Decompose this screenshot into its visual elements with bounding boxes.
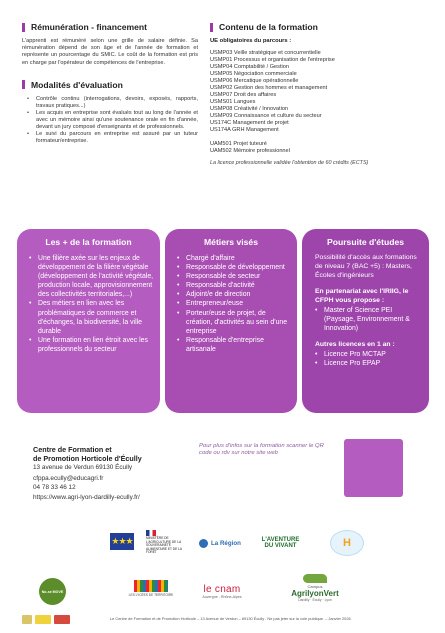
- poursuite-licences-list: [302, 350, 429, 368]
- ue-item: USMP08 Créativité / Innovation: [210, 106, 289, 112]
- list-item: • Responsable de développement: [171, 263, 297, 272]
- nosemove-label: No-se MOVE: [41, 589, 64, 594]
- card-poursuite-title: Poursuite d'études: [326, 237, 404, 247]
- ue-item: USMP02 Gestion des hommes et management: [210, 85, 328, 91]
- list-item: • Licence Pro MCTAP: [302, 350, 429, 359]
- poursuite-partner: En partenariat avec l'IRIIG, le CFPH vous propose :: [315, 288, 409, 305]
- ue-item: USMP06 Mercatique opérationnelle: [210, 78, 299, 84]
- phone-number[interactable]: 04 78 33 46 12: [33, 484, 76, 492]
- cnam-title: le cnam: [203, 584, 241, 595]
- list-item: • Les acquis en entreprise sont évalués tout au long de l'année et avec un mémoire ainsi qu'une soutenance orale en fin d'année, devant un jury composé d'enseignants et de professionnels.: [22, 110, 198, 131]
- eu-flag-logo: [110, 533, 134, 550]
- remuneration-heading: [22, 22, 198, 32]
- left-column: [22, 22, 198, 145]
- heading-accent-bar: [22, 23, 25, 32]
- poursuite-intro: Possibilité d'accès aux formations de niveau 7 (BAC +5) : Masters, Écoles d'ingénieurs: [315, 254, 417, 279]
- h-letter: H: [343, 537, 351, 549]
- poursuite-partner-list: [302, 306, 429, 333]
- centre-name-line2: de Promotion Horticole d'Écully: [33, 454, 142, 463]
- leaf-icon: [303, 574, 327, 583]
- ue-list: [210, 50, 426, 134]
- qr-code-placeholder[interactable]: [344, 439, 403, 497]
- card-metiers: [165, 229, 297, 413]
- h-badge-logo: [330, 530, 364, 556]
- agrilyonvert-label: AgrilyonVert: [291, 589, 339, 598]
- list-item: • Contrôle continu (interrogations, devoirs, exposés, rapports, travaux pratiques...): [22, 96, 198, 110]
- list-item: • Licence Pro EPAP: [302, 359, 429, 368]
- cnam-logo: [191, 578, 253, 605]
- info-cards: [17, 229, 429, 413]
- evaluation-heading: [22, 80, 198, 90]
- evaluation-title: Modalités d'évaluation: [31, 79, 123, 90]
- aventure-line2: DU VIVANT: [264, 543, 297, 549]
- right-column: [210, 22, 426, 166]
- address: 13 avenue de Verdun 69130 Écully: [33, 464, 133, 471]
- nosemove-logo: [39, 578, 66, 605]
- ue-item: USMP07 Droit des affaires: [210, 92, 277, 98]
- card-metiers-list: [171, 254, 297, 354]
- cnam-subtitle: Auvergne - Rhône-Alpes: [202, 595, 242, 599]
- card-poursuite: [302, 229, 429, 413]
- list-item: • Porteur/euse de projet, de création, d'activités au sein d'une entreprise: [171, 309, 297, 336]
- list-item: • Une formation en lien étroit avec les professionnels du secteur: [23, 336, 160, 354]
- centre-name-line1: Centre de Formation et: [33, 445, 112, 454]
- qr-note: Pour plus d'infos sur la formation scanner le QR code ou rdv sur notre site web: [199, 443, 324, 457]
- ministere-label: MINISTÈRE DE L'AGRICULTURE DE LA SOUVERAINETÉ ALIMENTAIRE ET DE LA FORÊT: [146, 536, 182, 555]
- ua-list: [210, 141, 426, 155]
- la-region-logo: [199, 537, 247, 549]
- list-item: • Entrepreneur/euse: [171, 299, 297, 308]
- card-metiers-title: Métiers visés: [204, 237, 258, 247]
- ue-item: USMP04 Comptabilité / Gestion: [210, 64, 289, 70]
- list-item: • Responsable d'entreprise artisanale: [171, 336, 297, 354]
- republique-francaise-logo: [146, 529, 190, 556]
- contenu-title: Contenu de la formation: [219, 22, 318, 32]
- ue-item: USMS01 Langues: [210, 99, 256, 105]
- list-item: • Responsable d'activité: [171, 281, 297, 290]
- card-plus: [17, 229, 160, 413]
- contenu-heading: [210, 22, 426, 32]
- list-item: • Des métiers en lien avec les problématiques de commerce et d'échanges, la biodiversité, la ville durable: [23, 299, 160, 335]
- heading-accent-bar: [22, 80, 25, 89]
- ua-item: UAM501 Projet tuteuré: [210, 141, 267, 147]
- agrilyonvert-sub: Dardilly · Écully · Lyon: [298, 598, 332, 602]
- eu-stars: ★★★: [111, 536, 133, 546]
- ue-item: US174A GRH Management: [210, 127, 279, 133]
- footer-logo-icon: [35, 615, 51, 624]
- campus-label: Campus: [307, 584, 323, 589]
- lycees-label: LES LYCÉES DE TERRITOIRE: [128, 593, 174, 598]
- email-link[interactable]: cfppa.ecully@educagri.fr: [33, 475, 104, 483]
- ue-item: USMP03 Veille stratégique et concurrentielle: [210, 50, 321, 56]
- licence-note: La licence professionnelle validée l'obtention de 60 crédits (ECTS): [210, 160, 369, 166]
- ue-item: USMP01 Processus et organisation de l'entreprise: [210, 57, 335, 63]
- list-item: • Adjoint/e de direction: [171, 290, 297, 299]
- heading-accent-bar: [210, 23, 213, 32]
- region-dot-icon: [199, 539, 208, 548]
- lycees-territoire-logo: [125, 575, 177, 603]
- region-label: La Région: [211, 539, 241, 547]
- ua-item: UAM502 Mémoire professionnel: [210, 148, 290, 154]
- footer-logo-icon: [54, 615, 70, 624]
- contact-block: [33, 445, 203, 502]
- list-item: • Une filière axée sur les enjeux de développement de la filière végétale (développement de l'activité végétale, production locale, approvisionnement des collectivités territoriales,...): [23, 254, 160, 299]
- remuneration-text: L'apprenti est rémunéré selon une grille de salaire définie. Sa rémunération dépend de son âge et de l'année de formation et représente un pourcentage du SMIC. Le coût de la formation est pris en charge par l'opérateur de compétences de l'entreprise.: [22, 38, 198, 66]
- footer-text: Le Centre de Formation et de Promotion Horticole – 13 Avenue de Verdun – 69130 Écully . Ne pas jeter sur la voie publique. – Janvier 2026: [110, 616, 351, 621]
- ue-item: USMP09 Connaissance et culture du secteur: [210, 113, 322, 119]
- aventure-line1: L'AVENTURE: [261, 536, 300, 543]
- ue-heading: UE obligatoires du parcours :: [210, 38, 292, 44]
- ue-item: USMP05 Négociation commerciale: [210, 71, 297, 77]
- ue-item: US174C Management de projet: [210, 120, 289, 126]
- card-plus-title: Les + de la formation: [45, 237, 132, 247]
- campus-agrilyonvert-logo: [282, 572, 348, 604]
- evaluation-list: [22, 96, 198, 146]
- poursuite-licences-heading: Autres licences en 1 an :: [315, 341, 395, 349]
- stripes-graphic: [134, 580, 168, 592]
- website-link[interactable]: https://www.agri-lyon-dardilly-ecully.fr/: [33, 493, 140, 501]
- card-plus-list: [23, 254, 160, 354]
- footer-small-logos: [22, 614, 84, 625]
- footer-logo-icon: [22, 615, 32, 624]
- list-item: • Le suivi du parcours en entreprise est assuré par un tuteur formateur/entreprise.: [22, 131, 198, 145]
- list-item: • Master of Science PEI (Paysage, Environnement & Innovation): [302, 306, 429, 333]
- aventure-du-vivant-logo: [258, 531, 303, 555]
- list-item: • Responsable de secteur: [171, 272, 297, 281]
- remuneration-title: Rémunération - financement: [31, 22, 148, 32]
- list-item: • Chargé d'affaire: [171, 254, 297, 263]
